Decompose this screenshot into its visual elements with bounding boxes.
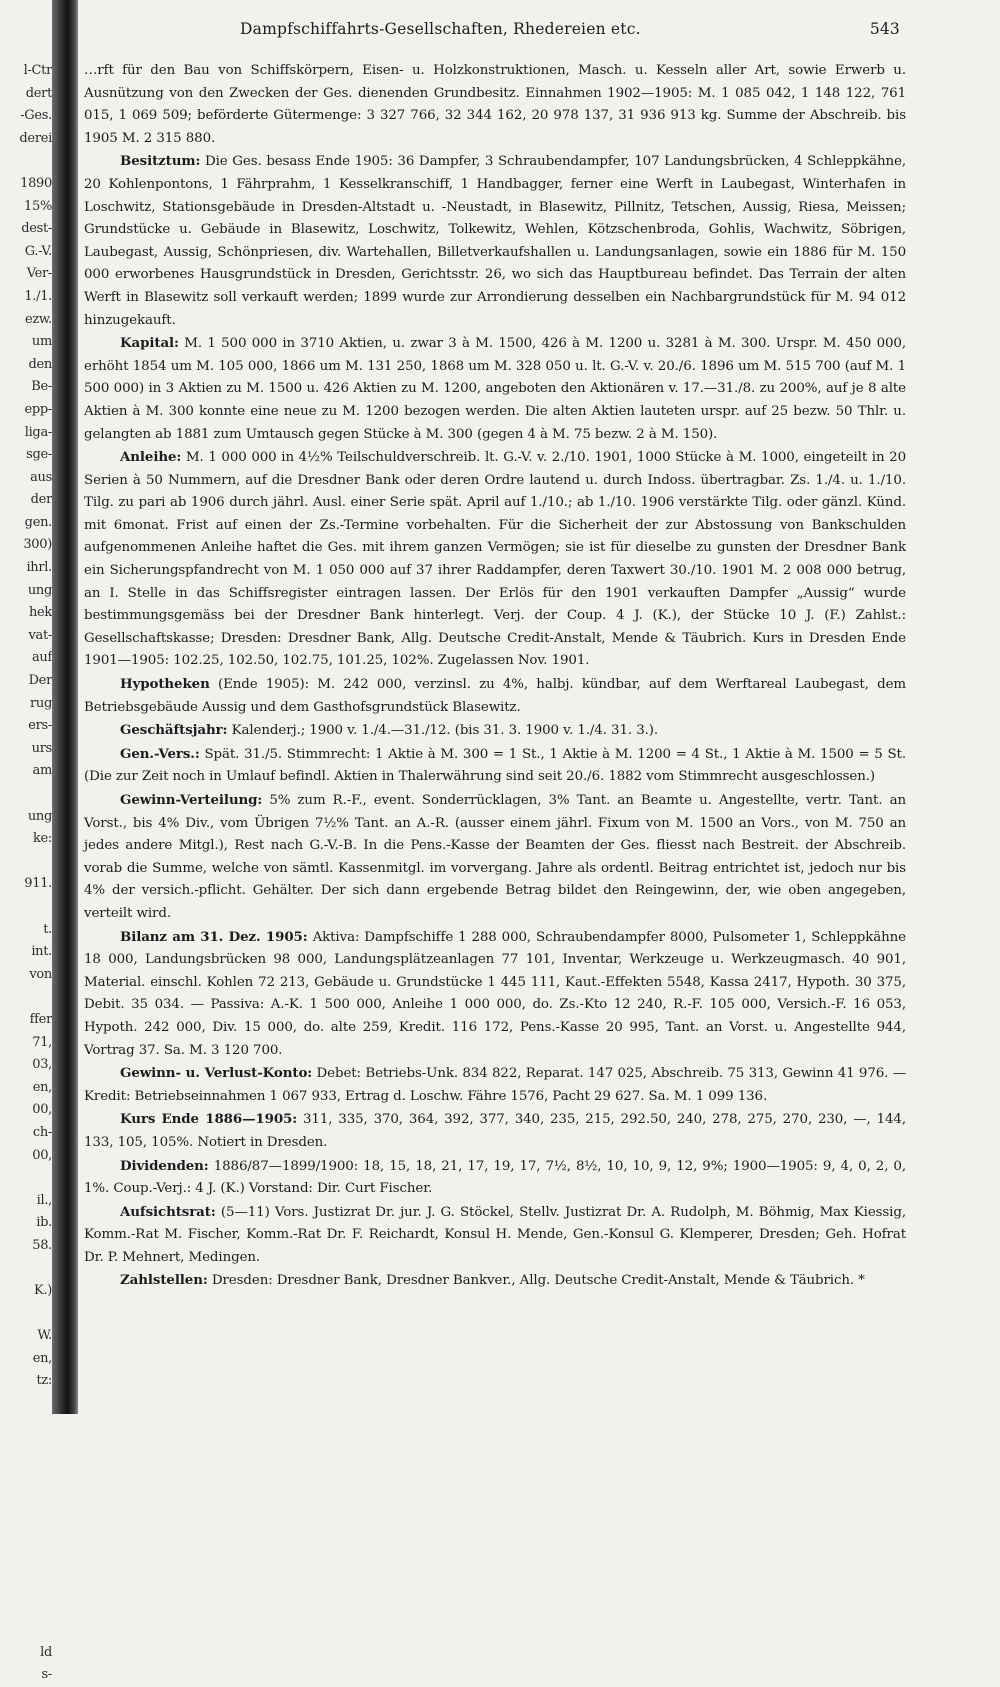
section-text: Aktiva: Dampfschiffe 1 288 000, Schraubendampfer 8000, Pulsometer 1, Schleppkähne 18 000, Landungsbrücken 98 000, Landungsplätzeanlagen 77 101, Inventar, Werkzeuge u. Werkzeugmasch. 40 901, Material. einschl. Kohlen 72 213, Gebäude u. Grundstücke 1 445 111, Kaut.-Effekten 5548, Kassa 2417, Hypoth. 30 375, Debit. 35 034. — Passiva: A.-K. 1 500 000, Anleihe 1 000 000, do. Zs.-Kto 12 240, R.-F. 105 000, Versich.-F. 16 053, Hypoth. 242 000, Div. 15 000, do. alte 259, Kredit. 116 172, Pens.-Kasse 20 995, Tant. an Vorst. u. Angestellte 944, Vortrag 37. Sa. M. 3 120 700. — [84, 929, 906, 1058]
book-gutter — [52, 0, 78, 1414]
margin-fragment — [0, 1416, 52, 1439]
left-margin-fragments — [0, 60, 52, 1683]
margin-fragment — [0, 1619, 52, 1642]
section-dividenden — [84, 1155, 906, 1201]
running-header — [240, 20, 900, 44]
margin-fragment: rug — [29, 695, 52, 711]
section-heading: Gewinn-Verteilung: — [120, 792, 263, 808]
margin-fragment: gen. — [24, 514, 52, 530]
margin-fragment: 58. — [32, 1237, 52, 1253]
margin-fragment: derei — [19, 130, 52, 146]
section-heading: Anleihe: — [120, 449, 182, 466]
section-heading: Besitztum: — [120, 153, 201, 170]
margin-fragment — [0, 1483, 52, 1506]
margin-fragment — [0, 1393, 52, 1416]
margin-fragment: ung — [27, 808, 52, 824]
section-gen-vers — [84, 743, 906, 789]
section-kurs — [84, 1108, 906, 1154]
margin-fragment: 03, — [32, 1057, 52, 1073]
margin-fragment: 300) — [23, 537, 52, 553]
section-text: M. 1 000 000 in 4½% Teilschuldverschreib. lt. G.-V. v. 2./10. 1901, 1000 Stücke à M. 1000, eingeteilt in 20 Serien à 50 Nummern, auf die Dresdner Bank oder deren Ordre lautend u. durch Indoss. übertragbar. Zs. 1./4. u. 1./10. Tilg. zu pari ab 1906 durch jährl. Ausl. einer Serie spät. April auf 1./10.; ab 1./10. 1906 verstärkte Tilg. oder gänzl. Künd. mit 6monat. Frist auf einen der Zs.-Termine vorbehalten. Für die Sicherheit der zur Abstossung von Bankschulden aufgenommenen Anleihe haftet die Ges. mit ihrem ganzen Vermögen; sie ist für dieselbe zu gunsten der Dresdner Bank ein Sicherungspfandrecht von M. 1 050 000 auf 37 ihrer Raddampfer, deren Taxwert 30./10. 1901 M. 2 008 000 betrug, an I. Stelle in das Schiffsregister eintragen lassen. Der Erlös für den 1901 verkauften Dampfer „Aussig“ wurde bestimmungsgemäss bei der Dresdner Bank hinterlegt. Verj. der Coup. 4 J. (K.), der Stücke 10 J. (F.) Zahlst.: Gesellschaftskasse; Dresden: Dresdner Bank, Allg. Deutsche Credit-Anstalt, Mende & Täubrich. Kurs in Dresden Ende 1901—1905: 102.25, 102.50, 102.75, 101.25, 102%. Zugelassen Nov. 1901. — [84, 450, 906, 669]
margin-fragment: K.) — [33, 1283, 52, 1299]
section-gewinn-verteilung — [84, 789, 906, 926]
section-hypotheken — [84, 673, 906, 719]
section-text: Die Ges. besass Ende 1905: 36 Dampfer, 3 Schraubendampfer, 107 Landungsbrücken, 4 Schleppkähne, 20 Kohlenpontons, 1 Fährprahm, 1 Kesselkranschiff, 1 Handbagger, ferner eine Werft in Laubegast, Winterhafen in Loschwitz, Stationsgebäude in Dresden-Altstadt u. -Neustadt, in Blasewitz, Pillnitz, Tetschen, Aussig, Riesa, Meissen; Grundstücke u. Gebäude in Blasewitz, Loschwitz, Tolkewitz, Wehlen, Kötzschenbroda, Gohlis, Wachwitz, Söbrigen, Laubegast, Aussig, Schönpriesen, div. Wartehallen, Billetverkaufshallen u. Landungsanlagen, sowie ein 1886 für M. 150 000 erworbenes Hausgrundstück in Dresden, Gerichtsstr. 26, wo sich das Hauptbureau befindet. Das Terrain der alten Werft in Blasewitz soll verkauft werden; 1899 wurde zur Arrondierung desselben ein Nachbargrundstück für M. 94 012 hinzugekauft. — [84, 154, 906, 328]
margin-fragment: t. — [43, 921, 52, 937]
margin-fragment: den — [28, 356, 52, 372]
section-heading: Kapital: — [120, 335, 179, 352]
margin-fragment — [0, 1529, 52, 1552]
section-anleihe — [84, 446, 906, 673]
margin-fragment: ezw. — [24, 311, 52, 327]
margin-fragment: am — [32, 763, 52, 779]
section-text: M. 1 500 000 in 3710 Aktien, u. zwar 3 à M. 1500, 426 à M. 1200 u. 3281 à M. 300. Urspr. M. 450 000, erhöht 1854 um M. 105 000, 1866 um M. 131 250, 1868 um M. 328 050 u. lt. G.-V. v. 20./6. 1896 um M. 515 700 (auf M. 1 500 000) in 3 Aktien zu M. 1500 u. 426 Aktien zu M. 1200, angeboten den Aktionären v. 17.—31./8. zu 200%, auf je 8 alte Aktien à M. 300 konnte eine neue zu M. 1200 bezogen werden. Die alten Aktien lauteten urspr. auf 25 bezw. 50 Thlr. u. gelangten ab 1881 zum Umtausch gegen Stücke à M. 300 (gegen 4 à M. 75 bezw. 2 à M. 150). — [84, 336, 906, 442]
margin-fragment: um — [31, 334, 52, 350]
section-zahlstellen — [84, 1269, 906, 1293]
section-text: 1886/87—1899/1900: 18, 15, 18, 21, 17, 19, 17, 7½, 8½, 10, 10, 9, 12, 9%; 1900—1905: 9, 4, 0, 2, 0, 1%. Coup.-Verj.: 4 J. (K.) Vorstand: Dir. Curt Fischer. — [84, 1158, 906, 1197]
margin-fragment: aus — [30, 469, 52, 485]
margin-fragment: 00, — [32, 1102, 52, 1118]
margin-fragment: ld — [40, 1644, 52, 1660]
header-title: Dampfschiffahrts-Gesellschaften, Rhedereien etc. — [240, 20, 641, 38]
margin-fragment — [0, 1596, 52, 1619]
margin-fragment: von — [29, 966, 52, 982]
margin-fragment: en, — [32, 1079, 52, 1095]
margin-fragment: auf — [31, 650, 52, 666]
section-heading: Gen.-Vers.: — [120, 745, 200, 762]
section-text: 311, 335, 370, 364, 392, 377, 340, 235, 215, 292.50, 240, 278, 275, 270, 230, —, 144, 133, 105, 105%. Notiert in Dresden. — [84, 1112, 906, 1150]
margin-fragment: Ver- — [26, 266, 52, 282]
margin-fragment: dert — [25, 85, 52, 101]
margin-fragment: hek — [28, 605, 52, 621]
margin-fragment: urs — [31, 740, 52, 756]
section-intro — [84, 60, 906, 150]
margin-fragment: epp- — [24, 401, 52, 417]
margin-fragment: ffer — [29, 1011, 52, 1027]
margin-fragment — [0, 1574, 52, 1597]
margin-fragment: vat- — [28, 627, 52, 643]
section-text: …rft für den Bau von Schiffskörpern, Eisen- u. Holzkonstruktionen, Masch. u. Kesseln aller Art, sowie Erwerb u. Ausnützung von den Zwecken der Ges. dienenden Grundbesitz. Einnahmen 1902—1905: M. 1 085 042, 1 148 122, 761 015, 1 069 509; beförderte Gütermenge: 3 327 766, 32 344 162, 20 978 137, 31 936 913 kg. Summe der Abschreib. bis 1905 M. 2 315 880. — [84, 63, 906, 146]
page-number: 543 — [869, 20, 900, 38]
section-besitztum — [84, 150, 906, 332]
margin-fragment — [0, 1303, 52, 1326]
section-gewinn-verlust — [84, 1062, 906, 1108]
margin-fragment: dest- — [21, 221, 52, 237]
section-text: Spät. 31./5. Stimmrecht: 1 Aktie à M. 300 = 1 St., 1 Aktie à M. 1200 = 4 St., 1 Aktie à M. 1500 = 5 St. (Die zur Zeit noch in Umlauf befindl. Aktien in Thalerwährung sind seit 20./6. 1882 vom Stimmrecht ausgeschlossen.) — [84, 746, 906, 785]
section-heading: Gewinn- u. Verlust-Konto: — [120, 1065, 313, 1082]
margin-fragment: Be- — [31, 379, 52, 395]
margin-fragment: il., — [36, 1192, 52, 1208]
section-aufsichtsrat — [84, 1201, 906, 1270]
margin-fragment: liga- — [24, 424, 52, 440]
section-heading: Kurs Ende 1886—1905: — [120, 1111, 298, 1128]
section-heading: Zahlstellen: — [120, 1272, 208, 1289]
margin-fragment — [0, 1506, 52, 1529]
margin-fragment: -Ges. — [20, 108, 52, 124]
section-text: Dresden: Dresdner Bank, Dresdner Bankver., Allg. Deutsche Credit-Anstalt, Mende & Täubrich. * — [211, 1273, 865, 1289]
margin-fragment — [0, 783, 52, 806]
margin-fragment: ib. — [36, 1215, 52, 1231]
margin-fragment: int. — [31, 944, 52, 960]
margin-fragment: Der — [28, 673, 52, 689]
section-heading: Dividenden: — [120, 1157, 209, 1174]
margin-fragment: ihrl. — [26, 560, 52, 576]
margin-fragment: 00, — [32, 1147, 52, 1163]
margin-fragment: 1./1. — [24, 288, 52, 304]
margin-fragment — [0, 1461, 52, 1484]
margin-fragment — [0, 851, 52, 874]
margin-fragment: sge- — [26, 447, 52, 463]
margin-fragment: W. — [37, 1328, 52, 1344]
margin-fragment: der — [30, 492, 52, 508]
margin-fragment — [0, 150, 52, 173]
section-text: Kalenderj.; 1900 v. 1./4.—31./12. (bis 31. 3. 1900 v. 1./4. 31. 3.). — [231, 723, 659, 739]
margin-fragment — [0, 1257, 52, 1280]
margin-fragment: s- — [41, 1667, 52, 1683]
section-kapital — [84, 332, 906, 446]
section-heading: Aufsichtsrat: — [120, 1203, 216, 1220]
margin-fragment: 1890 — [20, 175, 52, 191]
section-heading: Bilanz am 31. Dez. 1905: — [120, 928, 308, 945]
main-text — [84, 60, 906, 1293]
section-text: Debet: Betriebs-Unk. 834 822, Reparat. 147 025, Abschreib. 75 313, Gewinn 41 976. — Kredit: Betriebseinnahmen 1 067 933, Ertrag d. Loschw. Fähre 1576, Pacht 29 627. Sa. M. 1 099 136. — [84, 1066, 906, 1104]
margin-fragment: en, — [32, 1350, 52, 1366]
margin-fragment — [0, 1167, 52, 1190]
section-text: (5—11) Vors. Justizrat Dr. jur. J. G. Stöckel, Stellv. Justizrat Dr. A. Rudolph, M. Böhmig, Max Kiessig, Komm.-Rat M. Fischer, Komm.-Rat Dr. F. Reichardt, Konsul H. Mende, Gen.-Konsul G. Klemperer, Dresden; Geh. Hofrat Dr. P. Mehnert, Medingen. — [84, 1204, 906, 1265]
margin-fragment — [0, 1551, 52, 1574]
section-geschaeftsjahr — [84, 719, 906, 743]
margin-fragment — [0, 896, 52, 919]
section-bilanz — [84, 926, 906, 1063]
margin-fragment: 911. — [24, 876, 52, 892]
section-heading: Geschäftsjahr: — [120, 722, 228, 739]
margin-fragment: tz: — [36, 1373, 52, 1389]
margin-fragment: ers- — [28, 718, 52, 734]
margin-fragment: ch- — [32, 1124, 52, 1140]
margin-fragment: l-Ctr — [23, 63, 52, 78]
margin-fragment: 15% — [24, 198, 52, 214]
section-text: 5% zum R.-F., event. Sonderrücklagen, 3% Tant. an Beamte u. Angestellte, vertr. Tant. an Vorst., bis 4% Div., vom Übrigen 7½% Tant. an A.-R. (ausser einem jährl. Fixum von M. 1500 an Vors., von M. 750 an jedes andere Mitgl.), Rest nach G.-V.-B. In die Pens.-Kasse der Beamten der Ges. fliesst nach Bestreit. der Abschreib. vorab die Summe, welche von sämtl. Kassenmitgl. im vorvergang. Jahre als ordentl. Beitrag entrichtet ist, jedoch nur bis 4% der versich.-pflicht. Gehälter. Der sich dann ergebende Betrag bildet den Reingewinn, der, wie oben angegeben, verteilt wird. — [84, 793, 906, 921]
margin-fragment: ke: — [32, 831, 52, 847]
margin-fragment: G.-V. — [24, 243, 52, 259]
margin-fragment: 71, — [32, 1034, 52, 1050]
margin-fragment — [0, 1438, 52, 1461]
margin-fragment: ung — [27, 582, 52, 598]
section-heading: Hypotheken — [120, 676, 210, 693]
margin-fragment — [0, 986, 52, 1009]
section-text: (Ende 1905): M. 242 000, verzinsl. zu 4%, halbj. kündbar, auf dem Werftareal Laubegast, dem Betriebsgebäude Aussig und dem Gasthofsgrundstück Blasewitz. — [84, 677, 906, 715]
